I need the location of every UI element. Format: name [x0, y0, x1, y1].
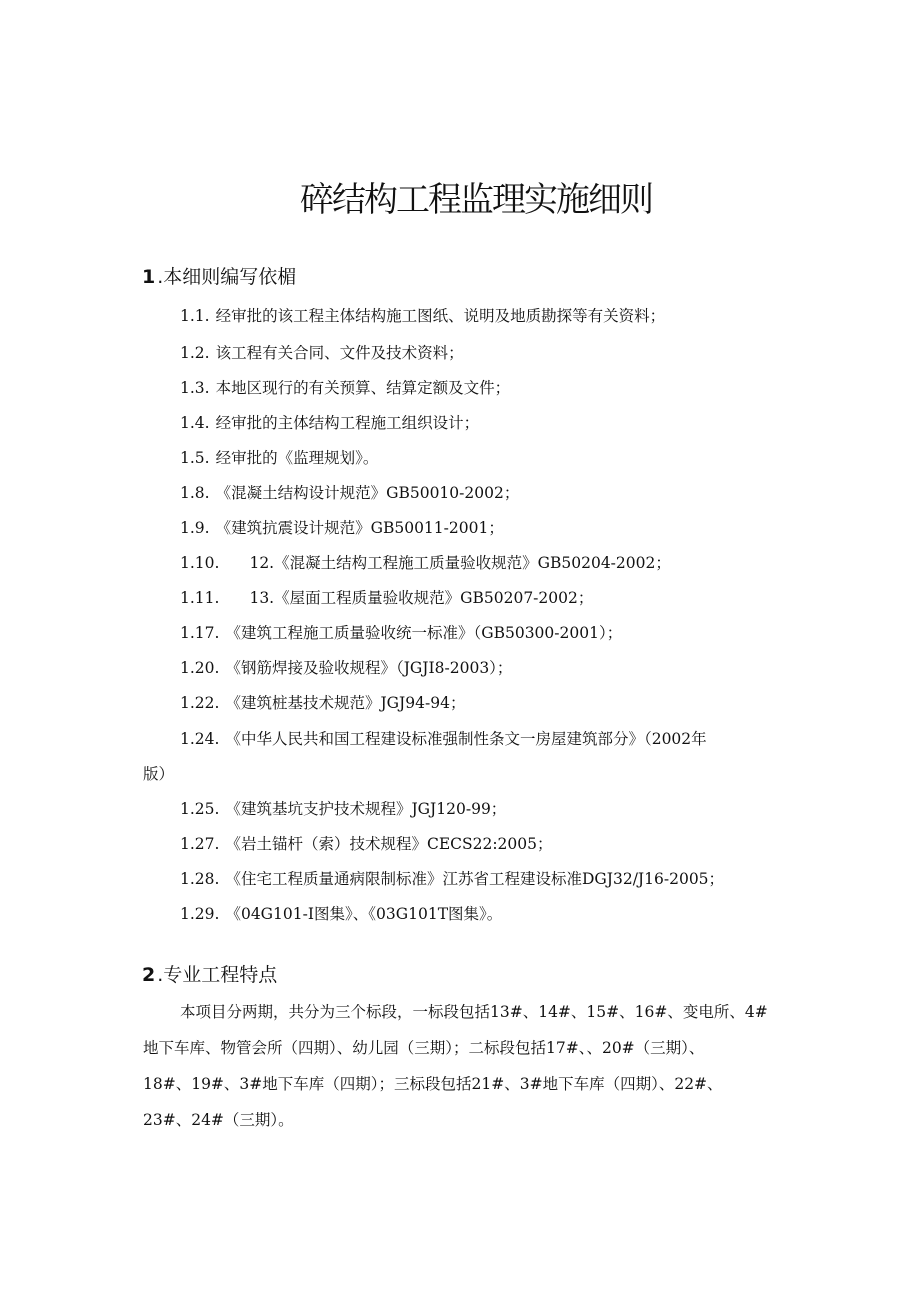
list-item	[180, 797, 506, 819]
item-text: 13.《屋面工程质量验收规范》GB50207-2002；	[249, 589, 594, 607]
item-index: 1.20.	[180, 659, 220, 677]
item-index: 1.22.	[180, 694, 220, 712]
list-item	[180, 446, 378, 468]
item-text: 经审批的《监理规划》。	[215, 449, 379, 467]
item-text: 《建筑工程施工质量验收统一标准》（GB50300-2001）；	[225, 624, 623, 642]
paragraph-line: 本项目分两期，共分为三个标段，一标段包括13#、14#、15#、16#、变电所、4#	[180, 1003, 768, 1021]
item-index: 1.28.	[180, 870, 220, 888]
item-text: 《住宅工程质量通病限制标准》江苏省工程建设标准DGJ32/J16-2005；	[225, 870, 725, 888]
list-item	[180, 691, 465, 713]
item-text: 该工程有关合同、文件及技术资料；	[215, 344, 464, 362]
item-text: 《建筑抗震设计规范》GB50011-2001；	[215, 519, 504, 537]
item-text: 经审批的主体结构工程施工组织设计；	[215, 414, 480, 432]
item-text: 《04G101-I图集》、《03G101T图集》。	[225, 905, 503, 923]
item-index: 1.17.	[180, 624, 220, 642]
item-index: 1.3.	[180, 379, 210, 397]
paragraph-line: 23#、24#（三期）。	[143, 1111, 294, 1129]
list-item	[180, 727, 707, 749]
item-text: 《建筑桩基技术规范》JGJ94-94；	[225, 694, 466, 712]
item-index: 1.24.	[180, 730, 220, 748]
list-item	[180, 551, 671, 573]
item-index: 1.9.	[180, 519, 210, 537]
list-item	[180, 411, 479, 433]
item-index: 1.5.	[180, 449, 210, 467]
list-item	[180, 832, 553, 854]
list-item	[180, 867, 724, 889]
item-text: 《中华人民共和国工程建设标准强制性条文一房屋建筑部分》（2002年	[225, 730, 707, 748]
item-text: 《钢筋焊接及验收规程》（JGJI8-2003）；	[225, 659, 513, 677]
paragraph-line: 地下车库、物管会所（四期）、幼儿园（三期）；二标段包括17#、、20#（三期）、	[143, 1039, 705, 1057]
section-heading-text: .本细则编写依楣	[157, 266, 297, 288]
section-heading-2	[142, 960, 277, 987]
list-item	[180, 376, 510, 398]
item-index: 1.4.	[180, 414, 210, 432]
list-item	[180, 621, 622, 643]
item-index: 1.8.	[180, 484, 210, 502]
item-text: 《建筑基坑支护技术规程》JGJ120-99；	[225, 800, 507, 818]
item-index: 1.11.	[180, 589, 220, 607]
item-index: 1.10.	[180, 554, 220, 572]
list-item	[180, 304, 665, 326]
list-item-continuation: 版）	[143, 765, 175, 783]
item-index: 1.1.	[180, 307, 210, 325]
section-heading-1	[142, 262, 296, 289]
section-heading-text: .专业工程特点	[157, 964, 278, 986]
list-item	[180, 481, 519, 503]
page-title: 碎结构工程监理实施细则	[300, 180, 652, 220]
list-item	[180, 586, 593, 608]
item-index: 1.29.	[180, 905, 220, 923]
item-index: 1.2.	[180, 344, 210, 362]
list-item	[180, 341, 464, 363]
item-text: 本地区现行的有关预算、结算定额及文件；	[215, 379, 511, 397]
item-text: 《岩土锚杆（索）技术规程》CECS22:2005；	[225, 835, 553, 853]
section-number: 1	[142, 266, 156, 288]
item-index: 1.27.	[180, 835, 220, 853]
item-text: 经审批的该工程主体结构施工图纸、说明及地质勘探等有关资料；	[215, 307, 666, 325]
list-item	[180, 902, 502, 924]
paragraph-line: 18#、19#、3#地下车库（四期）；三标段包括21#、3#地下车库（四期）、22#、	[143, 1075, 723, 1093]
list-item	[180, 516, 504, 538]
section-number: 2	[142, 964, 156, 986]
item-text: 《混凝土结构设计规范》GB50010-2002；	[215, 484, 520, 502]
item-index: 1.25.	[180, 800, 220, 818]
item-text: 12.《混凝土结构工程施工质量验收规范》GB50204-2002；	[249, 554, 671, 572]
list-item	[180, 656, 512, 678]
